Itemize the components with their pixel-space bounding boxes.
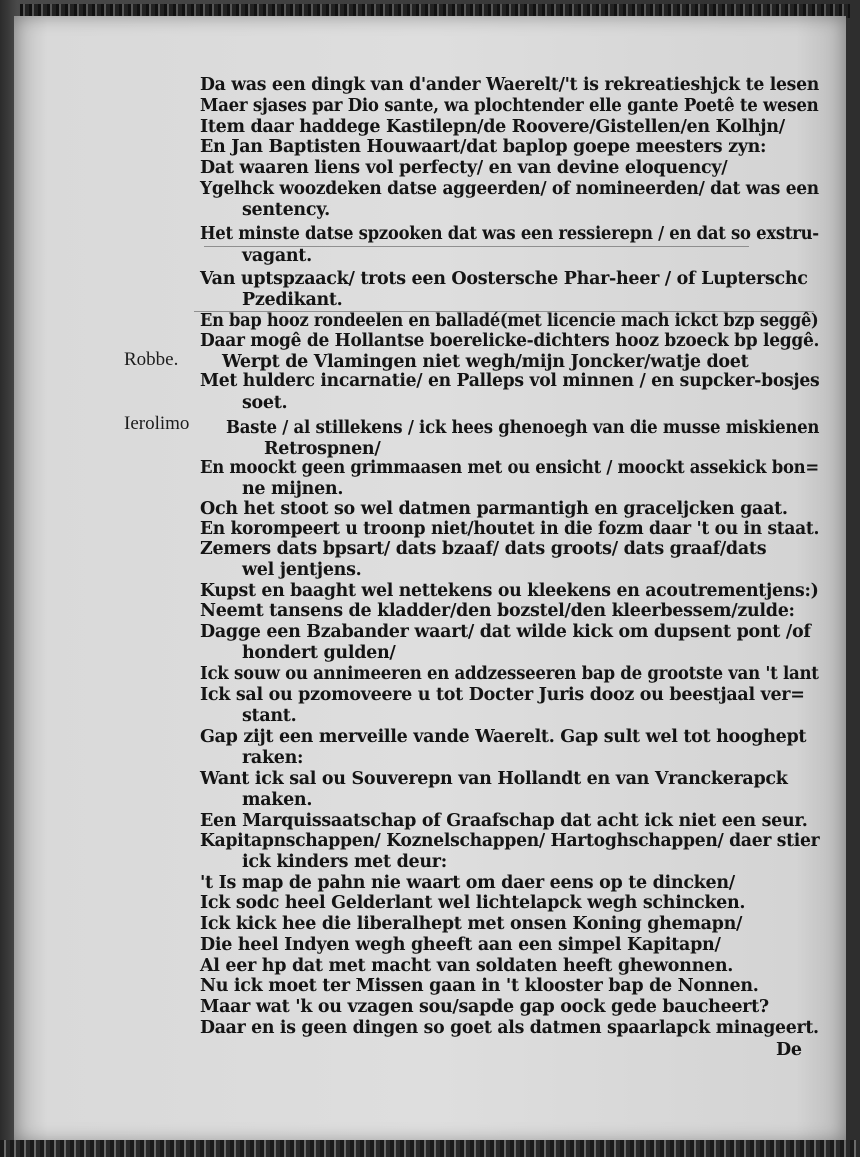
verse-line: Werpt de Vlamingen niet wegh/mijn Joncker/watje doet — [222, 352, 749, 372]
verse-line: stant. — [242, 706, 297, 726]
verse-line: Ick sal ou pzomoveere u tot Docter Juris dooz ou beestjaal ver= — [200, 685, 805, 705]
verse-line: Daar en is geen dingen so goet als datmen spaarlapck minageert. — [200, 1018, 819, 1038]
verse-line: Ick kick hee die liberalhept met onsen Koning ghemapn/ — [200, 914, 743, 934]
verse-line: Het minste datse spzooken dat was een ressierepn / en dat so exstru- — [200, 224, 819, 244]
verse-line: Dat waaren liens vol perfecty/ en van devine eloquency/ — [200, 158, 728, 178]
verse-line: Maer sjases par Dio sante, wa plochtender elle gante Poetê te wesen — [200, 96, 819, 116]
verse-line: Want ick sal ou Souverepn van Hollandt en van Vranckerapck — [200, 769, 788, 789]
verse-line: Gap zijt een merveille vande Waerelt. Gap sult wel tot hooghept — [200, 727, 807, 747]
verse-line: Zemers dats bpsart/ dats bzaaf/ dats groots/ dats graaf/dats — [200, 539, 767, 559]
verse-line: Baste / al stillekens / ick hees ghenoegh van die musse miskienen — [226, 418, 820, 438]
verse-line: ick kinders met deur: — [242, 852, 447, 872]
verse-line: En moockt geen grimmaasen met ou ensicht / moockt assekick bon= — [200, 458, 819, 478]
verse-line: vagant. — [242, 246, 312, 266]
verse-line: Ick sodc heel Gelderlant wel lichtelapck wegh schincken. — [200, 893, 746, 913]
verse-line: En korompeert u troonp niet/houtet in die fozm daar 't ou in staat. — [200, 519, 820, 539]
verse-line: Van uptspzaack/ trots een Oostersche Phar-heer / of Lupterschc — [200, 269, 808, 289]
book-page — [14, 16, 846, 1142]
verse-line: Daar mogê de Hollantse boerelicke-dichters hooz bzoeck bp leggê. — [200, 331, 820, 351]
verse-line: Neemt tansens de kladder/den bozstel/den kleerbessem/zulde: — [200, 601, 795, 621]
verse-line: Retrospnen/ — [264, 439, 381, 459]
verse-line: Och het stoot so wel datmen parmantigh en graceljcken gaat. — [200, 499, 788, 519]
verse-line: raken: — [242, 748, 304, 768]
verse-line: Da was een dingk van d'ander Waerelt/'t is rekreatieshjck te lesen — [200, 75, 820, 95]
book-bottom-edge — [0, 1140, 860, 1157]
verse-line: Kapitapnschappen/ Koznelschappen/ Hartoghschappen/ daer stier — [200, 831, 820, 851]
verse-line: ne mijnen. — [242, 479, 344, 499]
verse-line: sentency. — [242, 200, 330, 220]
verse-line: hondert gulden/ — [242, 643, 396, 663]
verse-line: En Jan Baptisten Houwaart/dat baplop goepe meesters zyn: — [200, 137, 767, 157]
verse-line: maken. — [242, 790, 313, 810]
verse-line: Pzedikant. — [242, 290, 343, 310]
speaker-ierolimo: Ierolimo — [124, 413, 190, 434]
verse-line: De — [776, 1040, 802, 1060]
verse-line: Kupst en baaght wel nettekens ou kleekens en acoutrementjens:) — [200, 581, 819, 601]
verse-line: Ygelhck woozdeken datse aggeerden/ of nomineerden/ dat was een — [200, 179, 819, 199]
verse-line: Dagge een Bzabander waart/ dat wilde kick om dupsent pont /of — [200, 622, 811, 642]
verse-line: 't Is map de pahn nie waart om daer eens op te dincken/ — [200, 873, 735, 893]
verse-line: Een Marquissaatschap of Graafschap dat acht ick niet een seur. — [200, 811, 808, 831]
speaker-robbe: Robbe. — [124, 349, 179, 370]
verse-line: wel jentjens. — [242, 560, 362, 580]
verse-line: soet. — [242, 393, 288, 413]
verse-line: Ick souw ou annimeeren en addzesseeren bap de grootste van 't lant — [200, 664, 819, 684]
verse-line: Met hulderc incarnatie/ en Palleps vol minnen / en supcker-bosjes — [200, 371, 820, 391]
verse-line: Die heel Indyen wegh gheeft aan een simpel Kapitapn/ — [200, 935, 721, 955]
verse-line: En bap hooz rondeelen en balladé(met licencie mach ickct bzp seggê) — [200, 311, 819, 331]
verse-line: Item daar haddege Kastilepn/de Roovere/Gistellen/en Kolhjn/ — [200, 117, 785, 137]
verse-line: Maar wat 'k ou vzagen sou/sapde gap oock gede baucheert? — [200, 997, 769, 1017]
verse-line: Nu ick moet ter Missen gaan in 't klooster bap de Nonnen. — [200, 976, 759, 996]
verse-line: Al eer hp dat met macht van soldaten heeft ghewonnen. — [200, 956, 734, 976]
